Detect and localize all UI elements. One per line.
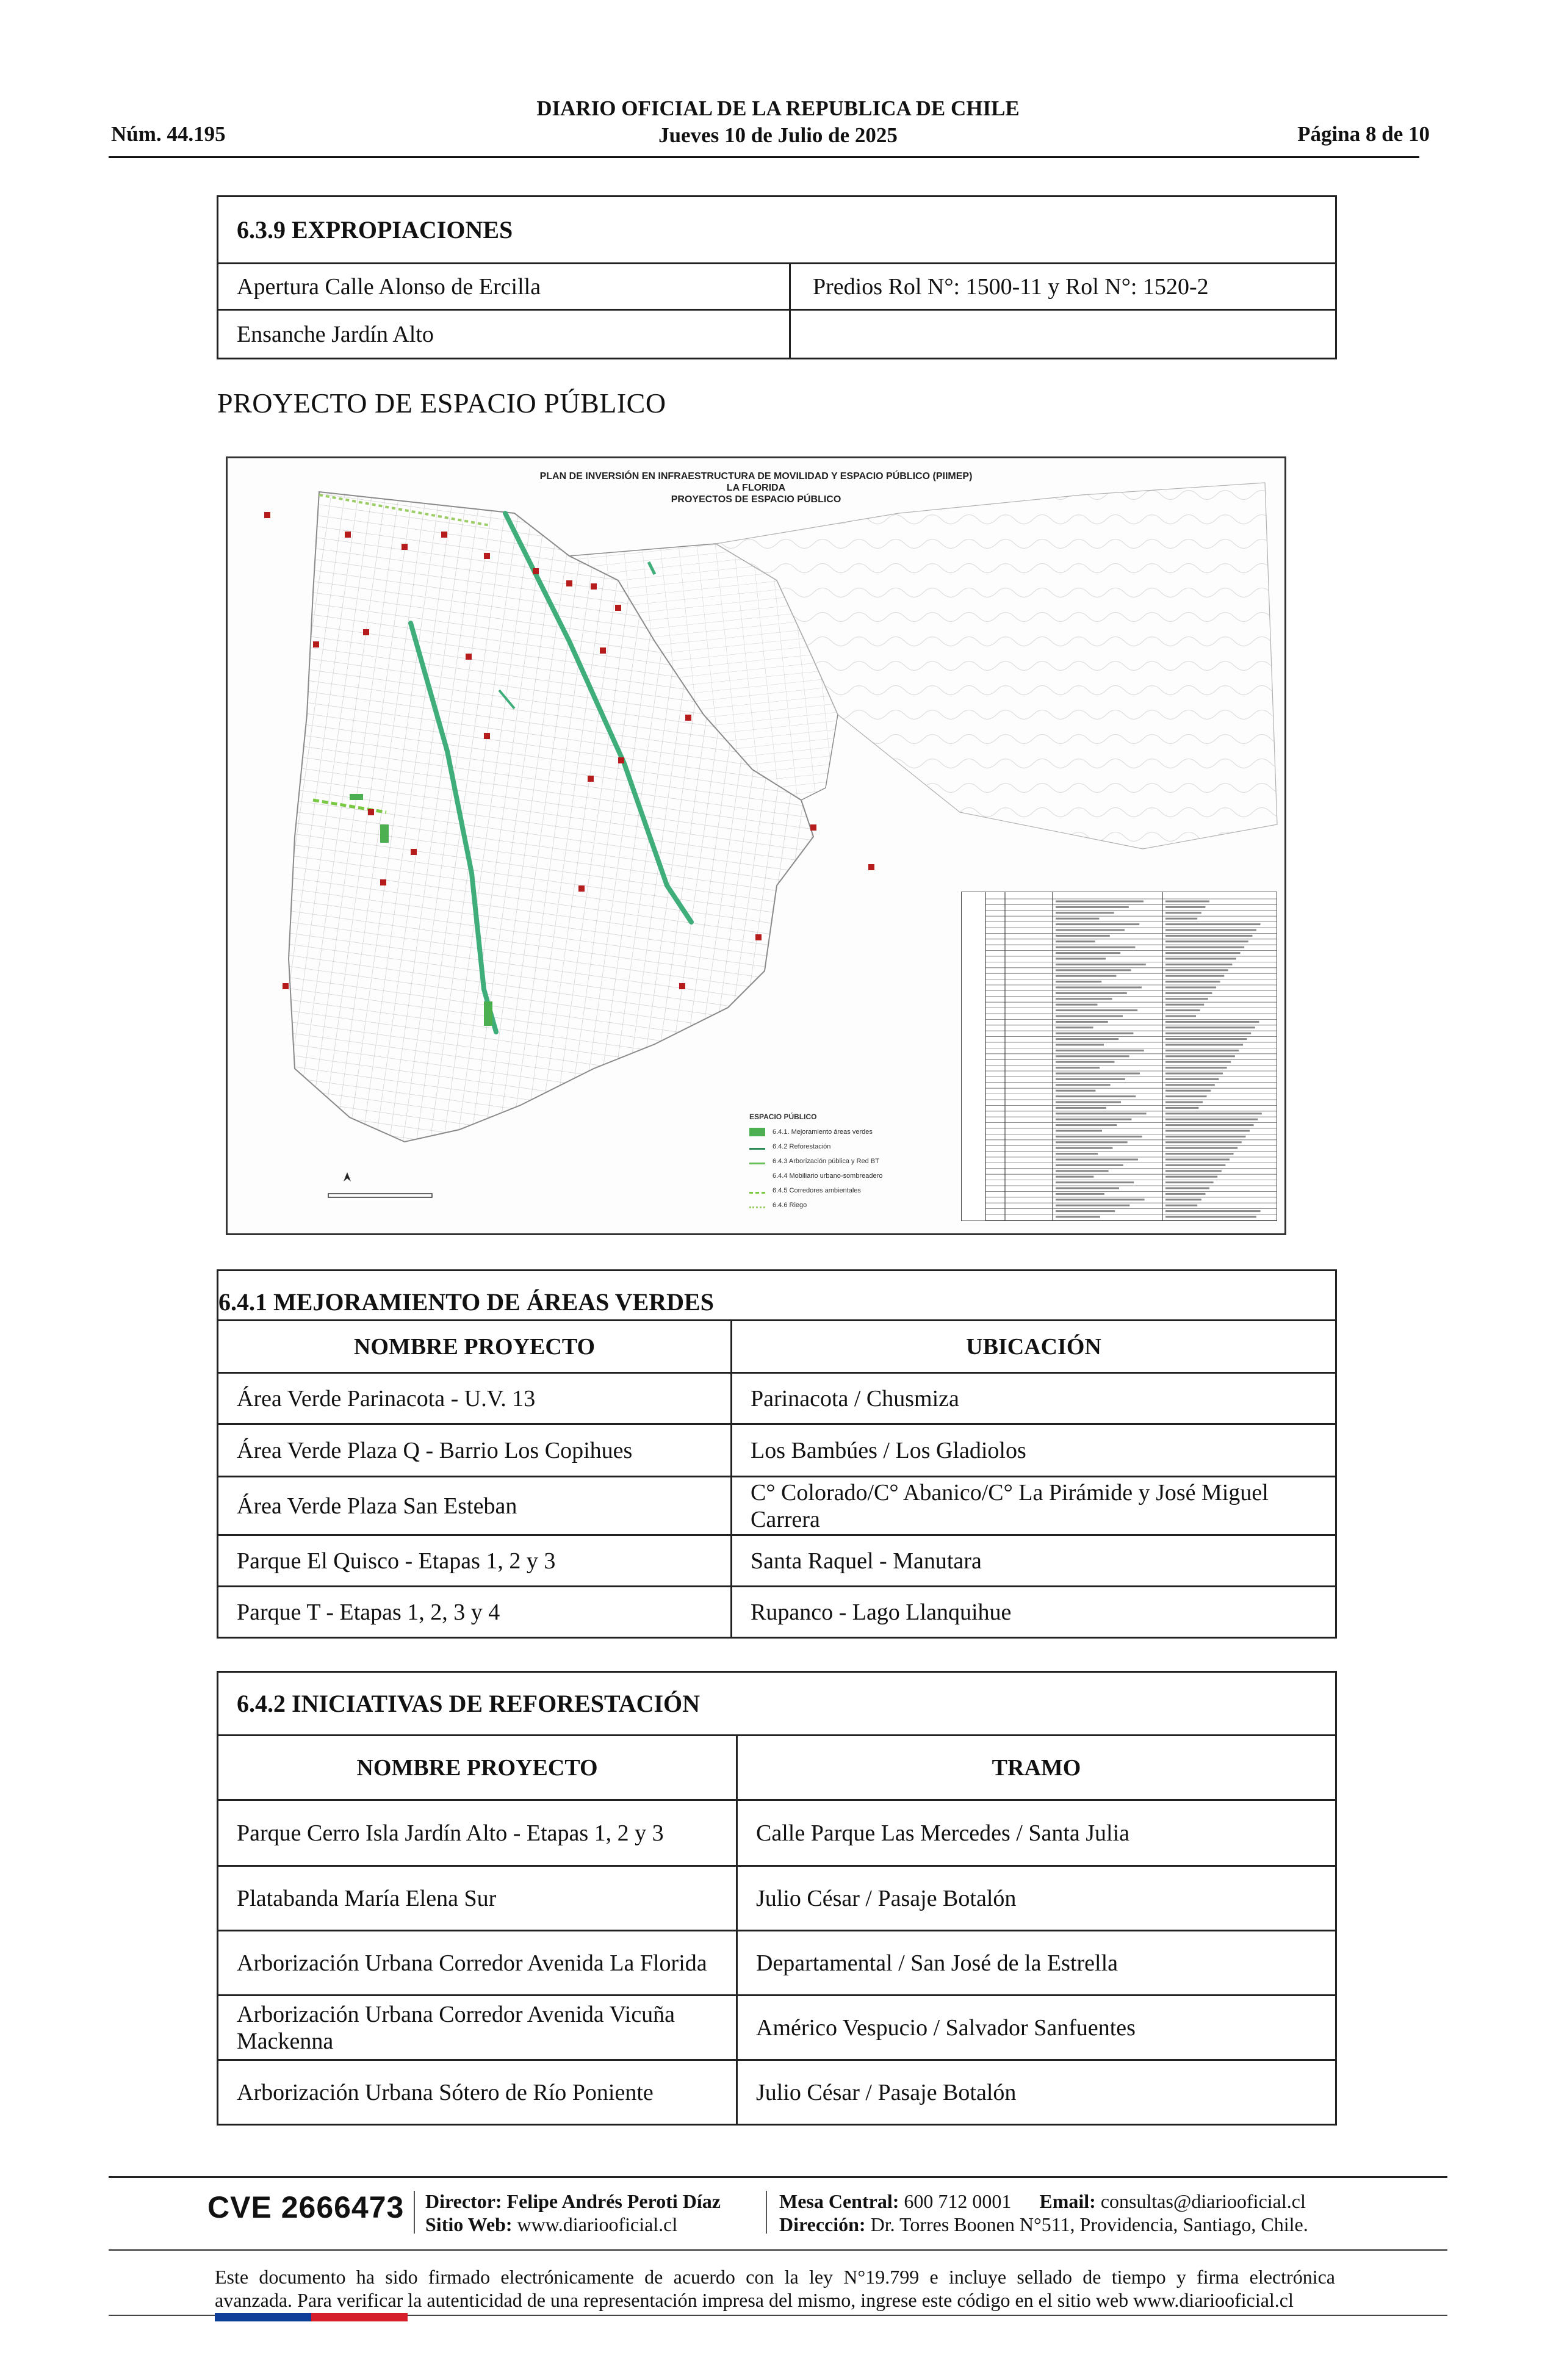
table-cell: Arborización Urbana Corredor Avenida Vicuña Mackenna — [218, 1996, 737, 2060]
illegible-text — [1056, 1216, 1100, 1218]
illegible-text — [1165, 1119, 1258, 1120]
illegible-text — [1056, 929, 1125, 931]
illegible-text — [1165, 1107, 1198, 1109]
illegible-text — [1056, 1038, 1118, 1040]
expropiaciones-table — [217, 195, 1337, 359]
illegible-text — [1165, 1112, 1262, 1114]
illegible-text — [1165, 1090, 1211, 1092]
illegible-text — [1056, 1124, 1117, 1126]
table-row — [218, 1424, 1336, 1477]
illegible-text — [1165, 929, 1256, 931]
illegible-text — [1056, 1050, 1144, 1051]
illegible-text — [1165, 935, 1252, 937]
column-header: NOMBRE PROYECTO — [218, 1321, 732, 1373]
illegible-text — [1165, 987, 1216, 989]
illegible-text — [1056, 1210, 1115, 1212]
legend-label: 6.4.2 Reforestación — [773, 1143, 831, 1150]
illegible-text — [1056, 912, 1114, 914]
illegible-text — [1165, 1073, 1223, 1075]
flag-stripe-blue — [215, 2313, 311, 2321]
legend-item — [749, 1183, 882, 1198]
table-row — [218, 264, 1336, 310]
illegible-text — [1056, 906, 1129, 908]
legend-swatch — [749, 1188, 765, 1194]
illegible-text — [1056, 1188, 1119, 1189]
table-cell: Rupanco - Lago Llanquihue — [732, 1587, 1336, 1638]
illegible-text — [1056, 1078, 1125, 1080]
table-cell: Área Verde Parinacota - U.V. 13 — [218, 1373, 732, 1424]
illegible-text — [1056, 1102, 1121, 1103]
publication-title: DIARIO OFICIAL DE LA REPUBLICA DE CHILE — [536, 96, 1020, 120]
legend-swatch — [749, 1128, 765, 1136]
illegible-text — [1165, 998, 1208, 1000]
table-cell: Arborización Urbana Corredor Avenida La Florida — [218, 1931, 737, 1996]
legend-swatch — [749, 1172, 765, 1180]
table-header-row — [218, 1321, 1336, 1373]
illegible-text — [1165, 964, 1232, 965]
illegible-text — [1056, 964, 1146, 965]
table-cell: Calle Parque Las Mercedes / Santa Julia — [737, 1800, 1336, 1866]
illegible-text — [1056, 1130, 1102, 1132]
table-cell: Área Verde Plaza Q - Barrio Los Copihues — [218, 1424, 732, 1477]
illegible-text — [1056, 1112, 1147, 1114]
illegible-text — [1165, 912, 1201, 914]
illegible-text — [1165, 923, 1261, 925]
table-cell: Santa Raquel - Manutara — [732, 1535, 1336, 1587]
illegible-text — [1165, 1199, 1201, 1200]
illegible-text — [1165, 1084, 1215, 1086]
illegible-text — [1165, 1193, 1205, 1195]
table-cell: Apertura Calle Alonso de Ercilla — [218, 264, 790, 310]
illegible-text — [1056, 1084, 1111, 1086]
illegible-text — [1165, 901, 1209, 903]
address-text: Dr. Torres Boonen N°511, Providencia, Santiago, Chile. — [870, 2213, 1308, 2235]
illegible-text — [1165, 1044, 1243, 1046]
illegible-text — [1056, 1153, 1098, 1155]
illegible-text — [1165, 1147, 1237, 1149]
illegible-text — [1056, 1181, 1134, 1183]
page-number: Página 8 de 10 — [1297, 122, 1430, 146]
illegible-text — [1056, 1176, 1093, 1178]
legend-label: 6.4.5 Corredores ambientales — [773, 1187, 861, 1194]
table-row — [218, 1373, 1336, 1424]
table-cell: Parque El Quisco - Etapas 1, 2 y 3 — [218, 1535, 732, 1587]
table-cell: Parque Cerro Isla Jardín Alto - Etapas 1, 2 y 3 — [218, 1800, 737, 1866]
illegible-text — [1056, 1147, 1112, 1149]
address-line — [779, 2213, 1308, 2236]
public-space-map — [226, 456, 1286, 1235]
mesa-phone: 600 712 0001 — [904, 2190, 1012, 2212]
illegible-text — [1056, 1205, 1129, 1206]
illegible-text — [1165, 992, 1212, 994]
illegible-text — [1165, 1130, 1250, 1132]
footer-separator — [766, 2191, 767, 2234]
table-cell — [790, 310, 1336, 359]
legend-swatch — [749, 1159, 765, 1164]
table-cell: Américo Vespucio / Salvador Sanfuentes — [737, 1996, 1336, 2060]
legend-item — [749, 1154, 882, 1169]
map-title-line2: LA FLORIDA — [726, 483, 786, 493]
illegible-text — [1056, 1159, 1138, 1161]
illegible-text — [1056, 1061, 1114, 1063]
illegible-text — [1056, 958, 1106, 960]
website-link[interactable]: www.diariooficial.cl — [517, 2213, 678, 2235]
map-project-table — [961, 892, 1277, 1221]
illegible-text — [1165, 1205, 1197, 1206]
map-title-line1: PLAN DE INVERSIÓN EN INFRAESTRUCTURA DE MOVILIDAD Y ESPACIO PÚBLICO (PIIMEP) — [539, 471, 973, 481]
illegible-text — [1165, 1009, 1200, 1011]
illegible-text — [1165, 1210, 1261, 1212]
table-cell: Julio César / Pasaje Botalón — [737, 1866, 1336, 1931]
illegible-text — [1056, 998, 1112, 1000]
illegible-text — [1056, 992, 1127, 994]
table-cell: Arborización Urbana Sótero de Río Poniente — [218, 2060, 737, 2125]
director-line — [425, 2190, 721, 2213]
expropiaciones-title: 6.3.9 EXPROPIACIONES — [218, 197, 1336, 264]
footer-separator — [414, 2191, 415, 2234]
table-row — [218, 1931, 1336, 1996]
table-cell: Julio César / Pasaje Botalón — [737, 2060, 1336, 2125]
flag-stripe-red — [311, 2313, 408, 2321]
reforestacion-table — [217, 1671, 1337, 2126]
illegible-text — [1056, 1044, 1104, 1046]
table-row — [218, 310, 1336, 359]
legend-label: 6.4.1. Mejoramiento áreas verdes — [773, 1128, 873, 1136]
table-cell: Área Verde Plaza San Esteban — [218, 1477, 732, 1535]
illegible-text — [1165, 1136, 1245, 1138]
table-cell: Los Bambúes / Los Gladiolos — [732, 1424, 1336, 1477]
illegible-text — [1056, 952, 1120, 954]
illegible-text — [1056, 935, 1110, 937]
issue-number: Núm. 44.195 — [111, 122, 226, 146]
table-cell: Departamental / San José de la Estrella — [737, 1931, 1336, 1996]
table-cell: Parinacota / Chusmiza — [732, 1373, 1336, 1424]
legal-notice-line2: avanzada. Para verificar la autenticidad de una representación impresa del mismo, ingrese este código en el sitio web www.diariooficial.cl — [215, 2289, 1294, 2311]
illegible-text — [1056, 1009, 1137, 1011]
illegible-text — [1165, 969, 1228, 971]
reforestacion-title: 6.4.2 INICIATIVAS DE REFORESTACIÓN — [218, 1672, 1336, 1736]
illegible-text — [1165, 1141, 1242, 1143]
legend-item — [749, 1125, 882, 1139]
legend-label: 6.4.4 Mobiliario urbano-sombreadero — [773, 1172, 883, 1180]
illegible-text — [1165, 1102, 1203, 1103]
column-header: NOMBRE PROYECTO — [218, 1736, 737, 1800]
table-cell: Parque T - Etapas 1, 2, 3 y 4 — [218, 1587, 732, 1638]
illegible-text — [1165, 1124, 1254, 1126]
column-header: UBICACIÓN — [732, 1321, 1336, 1373]
illegible-text — [1165, 947, 1244, 948]
illegible-text — [1165, 958, 1236, 960]
illegible-text — [1056, 1015, 1123, 1017]
illegible-text — [1165, 1015, 1196, 1017]
illegible-text — [1165, 1164, 1225, 1166]
publication-date: Jueves 10 de Julio de 2025 — [658, 123, 898, 147]
table-row — [218, 1535, 1336, 1587]
illegible-text — [1056, 1055, 1129, 1057]
illegible-text — [1165, 1159, 1230, 1161]
legal-notice-line1: Este documento ha sido firmado electrónicamente de acuerdo con la ley N°19.799 e incluye sellado de tiempo y firma electrónica — [215, 2266, 1335, 2288]
illegible-text — [1165, 1038, 1247, 1040]
illegible-text — [1056, 981, 1101, 983]
illegible-text — [1165, 1188, 1209, 1189]
illegible-text — [1056, 1095, 1136, 1097]
illegible-text — [1056, 1073, 1140, 1075]
illegible-text — [1165, 1176, 1217, 1178]
illegible-text — [1165, 1216, 1256, 1218]
areas-verdes-title: 6.4.1 MEJORAMIENTO DE ÁREAS VERDES — [218, 1271, 1336, 1321]
illegible-text — [1056, 901, 1144, 903]
illegible-text — [1056, 1170, 1109, 1172]
table-row — [218, 1477, 1336, 1535]
legend-swatch — [749, 1144, 765, 1150]
illegible-text — [1056, 923, 1139, 925]
illegible-text — [1056, 1004, 1097, 1006]
footer-rule — [109, 2249, 1447, 2251]
illegible-text — [1165, 1078, 1219, 1080]
illegible-text — [1165, 940, 1248, 942]
email-label: Email: — [1039, 2190, 1096, 2212]
legend-title: ESPACIO PÚBLICO — [749, 1112, 817, 1121]
illegible-text — [1056, 940, 1095, 942]
illegible-text — [1056, 975, 1116, 977]
illegible-text — [1056, 1107, 1106, 1109]
illegible-text — [1165, 1095, 1207, 1097]
illegible-text — [1056, 1141, 1128, 1143]
areas-verdes-table — [217, 1269, 1337, 1639]
legend-label: 6.4.6 Riego — [773, 1202, 807, 1209]
illegible-text — [1165, 1067, 1227, 1069]
illegible-text — [1056, 1021, 1108, 1023]
illegible-text — [1056, 1033, 1133, 1034]
illegible-text — [1165, 1181, 1214, 1183]
north-arrow — [344, 1172, 351, 1181]
legend-item — [749, 1198, 882, 1213]
cve-code: CVE 2666473 — [207, 2190, 405, 2224]
table-header-row — [218, 1736, 1336, 1800]
table-row — [218, 1800, 1336, 1866]
illegible-text — [1056, 987, 1142, 989]
illegible-text — [1165, 1050, 1239, 1051]
illegible-text — [1165, 1055, 1235, 1057]
table-row — [218, 1587, 1336, 1638]
scale-bar — [328, 1194, 432, 1197]
illegible-text — [1165, 906, 1205, 908]
illegible-text — [1056, 918, 1099, 920]
table-cell: Platabanda María Elena Sur — [218, 1866, 737, 1931]
website-line — [425, 2213, 677, 2236]
contact-line — [779, 2190, 1306, 2213]
illegible-text — [1165, 1004, 1204, 1006]
header-rule — [109, 156, 1419, 158]
email-link[interactable]: consultas@diariooficial.cl — [1100, 2190, 1306, 2212]
illegible-text — [1056, 1067, 1100, 1069]
illegible-text — [1165, 1033, 1251, 1034]
table-row — [218, 2060, 1336, 2125]
illegible-text — [1056, 1193, 1104, 1195]
website-label: Sitio Web: — [425, 2213, 513, 2235]
legend-item — [749, 1139, 882, 1154]
illegible-text — [1056, 1090, 1095, 1092]
illegible-text — [1165, 1170, 1222, 1172]
table-cell: C° Colorado/C° Abanico/C° La Pirámide y José Miguel Carrera — [732, 1477, 1336, 1535]
illegible-text — [1165, 1026, 1255, 1028]
illegible-text — [1165, 981, 1220, 983]
footer-rule — [109, 2176, 1447, 2178]
illegible-text — [1165, 1153, 1234, 1155]
director-label: Director: — [425, 2190, 502, 2212]
legend-label: 6.4.3 Arborización pública y Red BT — [773, 1158, 879, 1165]
address-label: Dirección: — [779, 2213, 866, 2235]
legend-swatch — [749, 1203, 765, 1208]
legend-item — [749, 1169, 882, 1183]
table-row — [218, 1866, 1336, 1931]
table-cell: Predios Rol N°: 1500-11 y Rol N°: 1520-2 — [790, 264, 1336, 310]
illegible-text — [1056, 969, 1131, 971]
illegible-text — [1056, 1136, 1142, 1138]
illegible-text — [1165, 918, 1197, 920]
section-heading: PROYECTO DE ESPACIO PÚBLICO — [217, 388, 666, 419]
illegible-text — [1165, 1021, 1259, 1023]
illegible-text — [1056, 1199, 1145, 1200]
illegible-text — [1056, 1119, 1131, 1120]
table-row — [218, 1996, 1336, 2060]
illegible-text — [1056, 1026, 1093, 1028]
map-legend — [749, 1112, 882, 1213]
illegible-text — [1165, 952, 1241, 954]
director-name: Felipe Andrés Peroti Díaz — [506, 2190, 721, 2212]
illegible-text — [1056, 1164, 1123, 1166]
illegible-text — [1165, 975, 1224, 977]
mesa-label: Mesa Central: — [779, 2190, 899, 2212]
illegible-text — [1056, 947, 1135, 948]
map-title-line3: PROYECTOS DE ESPACIO PÚBLICO — [671, 494, 841, 505]
illegible-text — [1165, 1061, 1231, 1063]
table-cell: Ensanche Jardín Alto — [218, 310, 790, 359]
column-header: TRAMO — [737, 1736, 1336, 1800]
